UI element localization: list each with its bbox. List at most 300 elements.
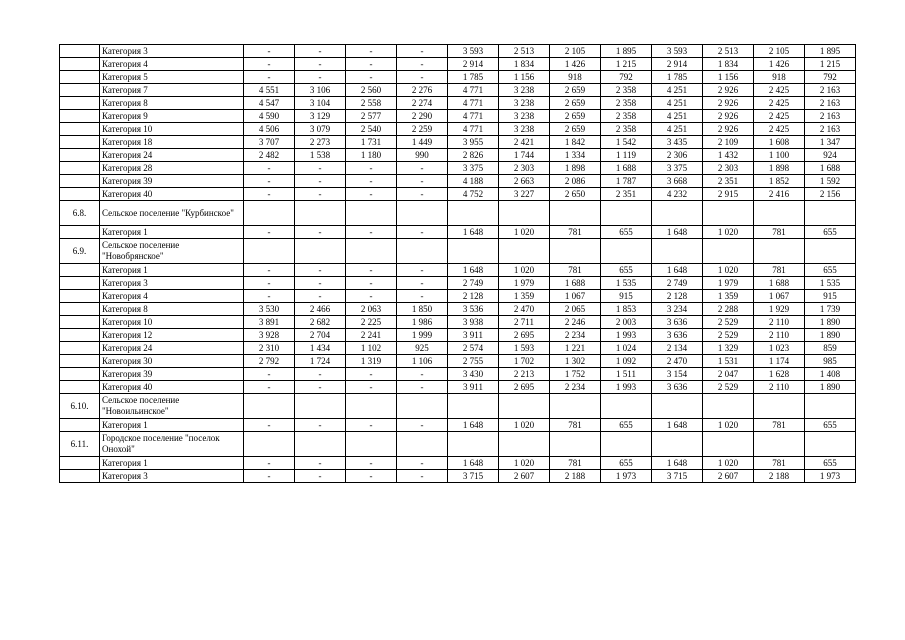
tariff-value-cell: 1 852: [754, 175, 805, 188]
tariff-value-cell: [703, 432, 754, 457]
table-row: [60, 290, 856, 303]
tariff-value-cell: 4 771: [448, 97, 499, 110]
tariff-value-cell: [805, 239, 856, 264]
tariff-value-cell: [754, 432, 805, 457]
tariff-value-cell: 2 351: [601, 188, 652, 201]
tariff-value-cell: -: [397, 381, 448, 394]
tariff-value-cell: 3 593: [448, 45, 499, 58]
tariff-value-cell: 3 238: [499, 110, 550, 123]
tariff-value-cell: 2 358: [601, 123, 652, 136]
row-number: [60, 303, 100, 316]
tariff-value-cell: 1 834: [499, 58, 550, 71]
tariff-value-cell: [499, 239, 550, 264]
tariff-value-cell: 3 435: [652, 136, 703, 149]
tariff-value-cell: 1 608: [754, 136, 805, 149]
category-name: Категория 40: [100, 188, 244, 201]
tariff-value-cell: 1 221: [550, 342, 601, 355]
category-name: Категория 24: [100, 342, 244, 355]
tariff-value-cell: [295, 201, 346, 226]
table-body: [60, 45, 856, 483]
tariff-value-cell: -: [346, 264, 397, 277]
tariff-value-cell: -: [295, 290, 346, 303]
tariff-value-cell: 3 104: [295, 97, 346, 110]
tariff-value-cell: 4 232: [652, 188, 703, 201]
tariff-value-cell: 3 375: [448, 162, 499, 175]
tariff-value-cell: 1 067: [550, 290, 601, 303]
category-name: Категория 30: [100, 355, 244, 368]
tariff-value-cell: 2 425: [754, 123, 805, 136]
tariff-value-cell: 1 592: [805, 175, 856, 188]
tariff-value-cell: -: [295, 381, 346, 394]
tariff-value-cell: 2 926: [703, 110, 754, 123]
tariff-value-cell: -: [346, 419, 397, 432]
tariff-value-cell: 2 303: [703, 162, 754, 175]
tariff-value-cell: -: [295, 264, 346, 277]
tariff-value-cell: 2 290: [397, 110, 448, 123]
table-row: [60, 226, 856, 239]
row-number: [60, 290, 100, 303]
tariff-value-cell: [754, 239, 805, 264]
tariff-value-cell: 1 319: [346, 355, 397, 368]
tariff-value-cell: 2 663: [499, 175, 550, 188]
tariff-value-cell: -: [397, 264, 448, 277]
category-name: Категория 3: [100, 470, 244, 483]
tariff-value-cell: [805, 432, 856, 457]
tariff-value-cell: 3 938: [448, 316, 499, 329]
tariff-value-cell: 2 213: [499, 368, 550, 381]
tariff-value-cell: 3 891: [244, 316, 295, 329]
tariff-value-cell: 655: [805, 226, 856, 239]
tariff-value-cell: 2 914: [448, 58, 499, 71]
tariff-value-cell: 2 163: [805, 97, 856, 110]
row-number: 6.11.: [60, 432, 100, 457]
tariff-value-cell: 3 238: [499, 123, 550, 136]
tariff-value-cell: 2 274: [397, 97, 448, 110]
tariff-value-cell: 2 234: [550, 329, 601, 342]
table-row: [60, 110, 856, 123]
tariff-value-cell: 2 105: [754, 45, 805, 58]
tariff-value-cell: 3 227: [499, 188, 550, 201]
tariff-value-cell: 3 238: [499, 84, 550, 97]
tariff-value-cell: -: [244, 45, 295, 58]
category-name: Категория 7: [100, 84, 244, 97]
table-row: [60, 368, 856, 381]
tariff-value-cell: 2 792: [244, 355, 295, 368]
tariff-value-cell: 4 590: [244, 110, 295, 123]
settlement-name: Городское поселение "поселок Онохой": [100, 432, 244, 457]
tariff-value-cell: 1 023: [754, 342, 805, 355]
tariff-value-cell: 1 999: [397, 329, 448, 342]
row-number: [60, 188, 100, 201]
tariff-value-cell: -: [295, 470, 346, 483]
tariff-value-cell: 1 785: [448, 71, 499, 84]
tariff-value-cell: 2 529: [703, 316, 754, 329]
tariff-value-cell: 1 535: [601, 277, 652, 290]
category-name: Категория 1: [100, 419, 244, 432]
tariff-value-cell: 2 704: [295, 329, 346, 342]
tariff-value-cell: 1 895: [601, 45, 652, 58]
tariff-value-cell: -: [397, 290, 448, 303]
tariff-value-cell: 2 306: [652, 149, 703, 162]
tariff-value-cell: 2 607: [499, 470, 550, 483]
tariff-value-cell: -: [244, 175, 295, 188]
tariff-value-cell: 1 020: [499, 419, 550, 432]
tariff-value-cell: 4 188: [448, 175, 499, 188]
tariff-value-cell: 918: [754, 71, 805, 84]
tariff-value-cell: 2 225: [346, 316, 397, 329]
tariff-value-cell: 1 752: [550, 368, 601, 381]
tariff-value-cell: -: [346, 58, 397, 71]
tariff-value-cell: 2 188: [550, 470, 601, 483]
tariff-value-cell: 3 636: [652, 329, 703, 342]
tariff-value-cell: 2 425: [754, 97, 805, 110]
tariff-value-cell: 2 303: [499, 162, 550, 175]
tariff-value-cell: 2 273: [295, 136, 346, 149]
tariff-value-cell: 1 020: [703, 457, 754, 470]
tariff-value-cell: 1 092: [601, 355, 652, 368]
tariff-value-cell: 1 347: [805, 136, 856, 149]
tariff-value-cell: 1 834: [703, 58, 754, 71]
tariff-value-cell: 2 241: [346, 329, 397, 342]
tariff-value-cell: -: [244, 58, 295, 71]
row-number: 6.9.: [60, 239, 100, 264]
tariff-value-cell: 1 334: [550, 149, 601, 162]
tariff-value-cell: 3 129: [295, 110, 346, 123]
tariff-value-cell: -: [397, 277, 448, 290]
tariff-value-cell: -: [295, 457, 346, 470]
tariff-value-cell: 2 425: [754, 84, 805, 97]
category-name: Категория 8: [100, 97, 244, 110]
tariff-value-cell: [550, 432, 601, 457]
tariff-value-cell: 1 648: [652, 419, 703, 432]
tariff-value-cell: 2 926: [703, 123, 754, 136]
tariff-value-cell: 2 110: [754, 381, 805, 394]
tariff-value-cell: [652, 239, 703, 264]
tariff-value-cell: 2 926: [703, 97, 754, 110]
tariff-value-cell: 3 707: [244, 136, 295, 149]
category-name: Категория 39: [100, 368, 244, 381]
tariff-value-cell: -: [295, 277, 346, 290]
tariff-value-cell: 1 538: [295, 149, 346, 162]
tariff-value-cell: 2 470: [499, 303, 550, 316]
tariff-value-cell: -: [397, 175, 448, 188]
tariff-value-cell: 2 659: [550, 110, 601, 123]
tariff-value-cell: 1 702: [499, 355, 550, 368]
tariff-value-cell: 1 850: [397, 303, 448, 316]
table-row: [60, 97, 856, 110]
tariff-value-cell: 3 079: [295, 123, 346, 136]
table-row: [60, 149, 856, 162]
tariff-value-cell: 1 739: [805, 303, 856, 316]
tariff-value-cell: 1 688: [754, 277, 805, 290]
tariff-value-cell: 2 358: [601, 97, 652, 110]
category-name: Категория 10: [100, 123, 244, 136]
tariff-value-cell: -: [295, 226, 346, 239]
category-name: Категория 28: [100, 162, 244, 175]
tariff-value-cell: 985: [805, 355, 856, 368]
tariff-value-cell: 1 359: [703, 290, 754, 303]
tariff-value-cell: [397, 394, 448, 419]
category-name: Категория 4: [100, 58, 244, 71]
section-header-row: [60, 432, 856, 457]
tariff-value-cell: 781: [754, 419, 805, 432]
tariff-value-cell: -: [397, 188, 448, 201]
tariff-value-cell: 2 560: [346, 84, 397, 97]
category-name: Категория 4: [100, 290, 244, 303]
tariff-value-cell: 1 215: [805, 58, 856, 71]
category-name: Категория 1: [100, 457, 244, 470]
tariff-value-cell: 1 648: [448, 264, 499, 277]
tariff-value-cell: [550, 239, 601, 264]
tariff-value-cell: 2 749: [448, 277, 499, 290]
tariff-value-cell: -: [244, 264, 295, 277]
tariff-value-cell: -: [244, 71, 295, 84]
tariff-value-cell: [601, 201, 652, 226]
table-row: [60, 162, 856, 175]
tariff-value-cell: 924: [805, 149, 856, 162]
tariff-value-cell: 2 156: [805, 188, 856, 201]
tariff-value-cell: -: [244, 162, 295, 175]
tariff-value-cell: -: [295, 368, 346, 381]
tariff-value-cell: 2 110: [754, 316, 805, 329]
tariff-value-cell: 655: [601, 264, 652, 277]
row-number: 6.10.: [60, 394, 100, 419]
tariff-value-cell: 1 020: [703, 419, 754, 432]
tariff-value-cell: 4 771: [448, 84, 499, 97]
tariff-value-cell: 792: [805, 71, 856, 84]
tariff-value-cell: 1 688: [550, 277, 601, 290]
tariff-value-cell: [703, 201, 754, 226]
tariff-value-cell: [448, 394, 499, 419]
tariff-value-cell: 655: [601, 419, 652, 432]
tariff-value-cell: -: [244, 188, 295, 201]
tariff-value-cell: 655: [805, 264, 856, 277]
tariff-value-cell: 1 329: [703, 342, 754, 355]
tariff-value-cell: 781: [754, 226, 805, 239]
tariff-value-cell: -: [295, 175, 346, 188]
table-row: [60, 277, 856, 290]
category-name: Категория 3: [100, 277, 244, 290]
tariff-value-cell: -: [244, 368, 295, 381]
tariff-value-cell: -: [346, 368, 397, 381]
tariff-value-cell: 1 895: [805, 45, 856, 58]
tariff-value-cell: 1 731: [346, 136, 397, 149]
table-row: [60, 355, 856, 368]
tariff-value-cell: [499, 201, 550, 226]
tariff-value-cell: 2 421: [499, 136, 550, 149]
tariff-value-cell: 2 163: [805, 110, 856, 123]
tariff-value-cell: 1 531: [703, 355, 754, 368]
table-row: [60, 188, 856, 201]
tariff-value-cell: -: [397, 368, 448, 381]
tariff-value-cell: 1 648: [652, 264, 703, 277]
tariff-value-cell: 2 246: [550, 316, 601, 329]
row-number: [60, 368, 100, 381]
row-number: [60, 277, 100, 290]
settlement-name: Сельское поселение "Курбинское": [100, 201, 244, 226]
row-number: [60, 162, 100, 175]
tariff-value-cell: 4 251: [652, 110, 703, 123]
tariff-value-cell: 2 086: [550, 175, 601, 188]
tariff-value-cell: [805, 201, 856, 226]
tariff-value-cell: 1 628: [754, 368, 805, 381]
tariff-value-cell: 2 065: [550, 303, 601, 316]
tariff-value-cell: -: [397, 457, 448, 470]
tariff-value-cell: -: [346, 290, 397, 303]
tariff-value-cell: 859: [805, 342, 856, 355]
tariff-value-cell: 3 154: [652, 368, 703, 381]
row-number: [60, 110, 100, 123]
tariff-value-cell: 1 688: [601, 162, 652, 175]
tariff-value-cell: 1 106: [397, 355, 448, 368]
tariff-value-cell: 1 890: [805, 329, 856, 342]
category-name: Категория 39: [100, 175, 244, 188]
tariff-value-cell: [346, 432, 397, 457]
tariff-value-cell: 1 119: [601, 149, 652, 162]
row-number: [60, 264, 100, 277]
tariff-value-cell: -: [397, 162, 448, 175]
table-row: [60, 342, 856, 355]
category-name: Категория 10: [100, 316, 244, 329]
tariff-value-cell: 2 276: [397, 84, 448, 97]
tariff-value-cell: 3 911: [448, 381, 499, 394]
tariff-value-cell: 915: [601, 290, 652, 303]
row-number: [60, 470, 100, 483]
tariff-value-cell: [652, 201, 703, 226]
table-row: [60, 457, 856, 470]
tariff-value-cell: -: [295, 419, 346, 432]
tariff-value-cell: 655: [601, 457, 652, 470]
tariff-value-cell: 2 513: [499, 45, 550, 58]
tariff-value-cell: 2 540: [346, 123, 397, 136]
tariff-value-cell: 3 715: [652, 470, 703, 483]
tariff-value-cell: [244, 201, 295, 226]
tariff-value-cell: -: [244, 381, 295, 394]
tariff-value-cell: 3 911: [448, 329, 499, 342]
tariff-value-cell: -: [397, 58, 448, 71]
tariff-value-cell: -: [397, 470, 448, 483]
tariff-value-cell: 1 020: [499, 226, 550, 239]
tariff-value-cell: 1 744: [499, 149, 550, 162]
tariff-value-cell: 2 607: [703, 470, 754, 483]
tariff-value-cell: 2 358: [601, 110, 652, 123]
category-name: Категория 24: [100, 149, 244, 162]
table-row: [60, 45, 856, 58]
tariff-value-cell: -: [346, 277, 397, 290]
row-number: [60, 58, 100, 71]
section-header-row: [60, 239, 856, 264]
tariff-value-cell: 1 853: [601, 303, 652, 316]
row-number: [60, 329, 100, 342]
tariff-value-cell: 3 238: [499, 97, 550, 110]
tariff-value-cell: 1 302: [550, 355, 601, 368]
tariff-value-cell: 1 542: [601, 136, 652, 149]
tariff-value-cell: -: [397, 71, 448, 84]
row-number: [60, 342, 100, 355]
tariff-value-cell: [448, 432, 499, 457]
table-row: [60, 71, 856, 84]
tariff-value-cell: 2 659: [550, 123, 601, 136]
tariff-value-cell: 3 375: [652, 162, 703, 175]
tariff-value-cell: 2 234: [550, 381, 601, 394]
tariff-value-cell: 2 128: [448, 290, 499, 303]
tariff-value-cell: 1 593: [499, 342, 550, 355]
tariff-value-cell: 990: [397, 149, 448, 162]
tariff-value-cell: 4 551: [244, 84, 295, 97]
tariff-value-cell: 4 506: [244, 123, 295, 136]
row-number: [60, 226, 100, 239]
tariff-value-cell: 2 529: [703, 329, 754, 342]
tariff-value-cell: 2 105: [550, 45, 601, 58]
tariff-value-cell: 2 577: [346, 110, 397, 123]
table-row: [60, 316, 856, 329]
tariff-value-cell: 2 288: [703, 303, 754, 316]
tariff-value-cell: 3 955: [448, 136, 499, 149]
tariff-value-cell: 1 180: [346, 149, 397, 162]
table-row: [60, 303, 856, 316]
tariff-value-cell: [754, 201, 805, 226]
table-row: [60, 470, 856, 483]
tariff-value-cell: 1 020: [703, 226, 754, 239]
row-number: [60, 316, 100, 329]
tariff-table: [59, 44, 856, 483]
tariff-value-cell: 1 890: [805, 381, 856, 394]
tariff-value-cell: 1 973: [601, 470, 652, 483]
tariff-value-cell: -: [295, 45, 346, 58]
tariff-value-cell: 1 898: [550, 162, 601, 175]
tariff-value-cell: 655: [601, 226, 652, 239]
tariff-value-cell: -: [346, 381, 397, 394]
tariff-value-cell: 2 466: [295, 303, 346, 316]
tariff-value-cell: 2 755: [448, 355, 499, 368]
tariff-value-cell: [703, 239, 754, 264]
row-number: [60, 84, 100, 97]
tariff-value-cell: 781: [754, 457, 805, 470]
tariff-value-cell: 1 408: [805, 368, 856, 381]
tariff-value-cell: 2 659: [550, 97, 601, 110]
tariff-value-cell: [295, 432, 346, 457]
tariff-value-cell: 2 358: [601, 84, 652, 97]
tariff-value-cell: 2 163: [805, 84, 856, 97]
tariff-value-cell: 2 749: [652, 277, 703, 290]
tariff-value-cell: 1 426: [754, 58, 805, 71]
category-name: Категория 8: [100, 303, 244, 316]
tariff-value-cell: 1 215: [601, 58, 652, 71]
tariff-value-cell: -: [397, 45, 448, 58]
tariff-value-cell: -: [346, 175, 397, 188]
tariff-value-cell: 1 993: [601, 329, 652, 342]
row-number: [60, 149, 100, 162]
tariff-value-cell: 2 425: [754, 110, 805, 123]
tariff-value-cell: 1 067: [754, 290, 805, 303]
tariff-value-cell: 1 724: [295, 355, 346, 368]
tariff-value-cell: -: [244, 457, 295, 470]
tariff-value-cell: 1 785: [652, 71, 703, 84]
tariff-value-cell: 1 898: [754, 162, 805, 175]
tariff-value-cell: 1 787: [601, 175, 652, 188]
tariff-value-cell: 1 986: [397, 316, 448, 329]
tariff-value-cell: 792: [601, 71, 652, 84]
table-row: [60, 136, 856, 149]
tariff-value-cell: 1 020: [499, 457, 550, 470]
tariff-value-cell: -: [244, 226, 295, 239]
row-number: [60, 381, 100, 394]
tariff-value-cell: 2 416: [754, 188, 805, 201]
settlement-name: Сельское поселение "Новоильинское": [100, 394, 244, 419]
tariff-value-cell: -: [244, 290, 295, 303]
tariff-value-cell: 1 890: [805, 316, 856, 329]
tariff-value-cell: -: [295, 188, 346, 201]
